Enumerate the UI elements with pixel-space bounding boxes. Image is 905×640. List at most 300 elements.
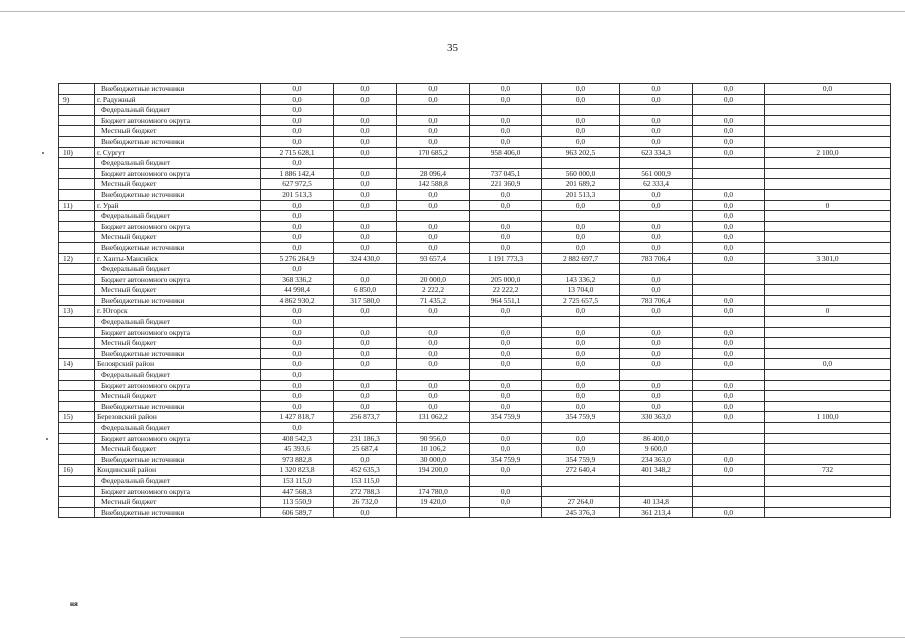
value-cell (542, 264, 620, 275)
value-cell: 627 972,5 (261, 179, 334, 190)
value-cell (397, 158, 470, 169)
value-cell (765, 168, 891, 179)
value-cell: 0,0 (765, 84, 891, 95)
value-cell: 256 873,7 (334, 412, 397, 423)
value-cell: 317 580,0 (334, 295, 397, 306)
value-cell: 354 759,9 (470, 454, 542, 465)
value-cell: 0,0 (397, 189, 470, 200)
row-number: 16) (59, 465, 95, 476)
value-cell: 0,0 (261, 200, 334, 211)
value-cell: 0,0 (620, 189, 693, 200)
value-cell (334, 158, 397, 169)
value-cell (470, 423, 542, 434)
municipality-row (59, 465, 891, 476)
value-cell: 174 780,0 (397, 486, 470, 497)
value-cell: 0,0 (397, 136, 470, 147)
value-cell: 71 435,2 (397, 295, 470, 306)
row-label: Местный бюджет (95, 285, 261, 296)
value-cell: 0,0 (334, 338, 397, 349)
value-cell: 0,0 (542, 126, 620, 137)
row-label: Березовский район (95, 412, 261, 423)
value-cell: 0,0 (470, 94, 542, 105)
municipality-row (59, 412, 891, 423)
value-cell (765, 433, 891, 444)
value-cell: 0,0 (693, 412, 765, 423)
value-cell: 0,0 (542, 327, 620, 338)
value-cell (334, 211, 397, 222)
budget-source-row (59, 497, 891, 508)
value-cell: 0,0 (542, 136, 620, 147)
value-cell: 2 725 657,5 (542, 295, 620, 306)
value-cell: 1 100,0 (765, 412, 891, 423)
value-cell (765, 136, 891, 147)
value-cell (620, 370, 693, 381)
value-cell: 0,0 (620, 274, 693, 285)
row-label: Кондинский район (95, 465, 261, 476)
value-cell: 3 301,0 (765, 253, 891, 264)
value-cell: 0,0 (397, 200, 470, 211)
value-cell: 0,0 (470, 84, 542, 95)
value-cell: 201 513,3 (542, 189, 620, 200)
value-cell (765, 444, 891, 455)
value-cell (542, 475, 620, 486)
value-cell: 0,0 (542, 338, 620, 349)
row-label: Бюджет автономного округа (95, 115, 261, 126)
row-label: Федеральный бюджет (95, 370, 261, 381)
value-cell: 0,0 (693, 327, 765, 338)
row-label: Белоярский район (95, 359, 261, 370)
value-cell: 0,0 (693, 306, 765, 317)
value-cell (397, 370, 470, 381)
value-cell (765, 327, 891, 338)
value-cell: 0,0 (470, 327, 542, 338)
value-cell: 0,0 (693, 465, 765, 476)
value-cell: 0,0 (693, 189, 765, 200)
municipality-row (59, 253, 891, 264)
value-cell: 0,0 (470, 465, 542, 476)
row-number: 14) (59, 359, 95, 370)
value-cell (765, 274, 891, 285)
row-label: Местный бюджет (95, 179, 261, 190)
value-cell (470, 105, 542, 116)
value-cell: 0,0 (334, 115, 397, 126)
value-cell: 0,0 (620, 359, 693, 370)
value-cell: 0,0 (542, 242, 620, 253)
value-cell: 560 000,0 (542, 168, 620, 179)
value-cell: 0,0 (542, 348, 620, 359)
value-cell: 737 045,1 (470, 168, 542, 179)
municipality-row (59, 147, 891, 158)
value-cell: 201 513,3 (261, 189, 334, 200)
value-cell: 1 886 142,4 (261, 168, 334, 179)
value-cell (470, 475, 542, 486)
value-cell: 0,0 (397, 327, 470, 338)
value-cell: 0,0 (470, 189, 542, 200)
value-cell: 354 759,9 (470, 412, 542, 423)
value-cell: 30 000,0 (397, 454, 470, 465)
row-number (59, 211, 95, 222)
row-number (59, 158, 95, 169)
value-cell: 0,0 (620, 84, 693, 95)
value-cell (765, 285, 891, 296)
value-cell (765, 507, 891, 518)
value-cell: 0,0 (334, 242, 397, 253)
row-number (59, 189, 95, 200)
value-cell: 0,0 (261, 370, 334, 381)
row-label: Местный бюджет (95, 338, 261, 349)
value-cell: 0,0 (261, 306, 334, 317)
value-cell: 0,0 (334, 380, 397, 391)
value-cell (693, 317, 765, 328)
value-cell: 0,0 (470, 136, 542, 147)
row-label: Местный бюджет (95, 232, 261, 243)
row-label: Внебюджетные источники (95, 454, 261, 465)
value-cell: 0,0 (542, 221, 620, 232)
value-cell (765, 486, 891, 497)
value-cell: 973 882,8 (261, 454, 334, 465)
value-cell: 0,0 (397, 242, 470, 253)
value-cell (620, 423, 693, 434)
value-cell: 0,0 (620, 200, 693, 211)
value-cell: 6 850,0 (334, 285, 397, 296)
row-label: Федеральный бюджет (95, 158, 261, 169)
value-cell: 0,0 (261, 84, 334, 95)
value-cell: 354 759,9 (542, 454, 620, 465)
value-cell: 0,0 (470, 306, 542, 317)
value-cell: 0,0 (620, 338, 693, 349)
value-cell: 0,0 (693, 454, 765, 465)
budget-source-row (59, 285, 891, 296)
row-label: Бюджет автономного округа (95, 168, 261, 179)
value-cell (397, 317, 470, 328)
value-cell: 90 956,0 (397, 433, 470, 444)
value-cell: 194 200,0 (397, 465, 470, 476)
value-cell (765, 232, 891, 243)
municipality-row (59, 200, 891, 211)
value-cell: 131 062,2 (397, 412, 470, 423)
value-cell: 623 334,3 (620, 147, 693, 158)
value-cell: 0,0 (261, 327, 334, 338)
row-label: Местный бюджет (95, 497, 261, 508)
value-cell (542, 486, 620, 497)
value-cell: 0,0 (261, 115, 334, 126)
value-cell: 408 542,3 (261, 433, 334, 444)
value-cell: 0,0 (693, 232, 765, 243)
table-body (59, 84, 891, 518)
row-number: 12) (59, 253, 95, 264)
value-cell (693, 168, 765, 179)
value-cell: 0,0 (334, 168, 397, 179)
value-cell: 0,0 (261, 136, 334, 147)
funding-table (58, 83, 891, 518)
value-cell: 245 376,3 (542, 507, 620, 518)
budget-source-row (59, 423, 891, 434)
value-cell: 0,0 (542, 391, 620, 402)
value-cell (765, 423, 891, 434)
value-cell: 0,0 (397, 359, 470, 370)
value-cell: 0,0 (334, 359, 397, 370)
value-cell: 0,0 (693, 295, 765, 306)
budget-source-row (59, 380, 891, 391)
row-number (59, 497, 95, 508)
value-cell: 205 000,0 (470, 274, 542, 285)
value-cell: 0,0 (693, 211, 765, 222)
value-cell (397, 475, 470, 486)
value-cell (470, 211, 542, 222)
value-cell (620, 158, 693, 169)
budget-source-row (59, 454, 891, 465)
value-cell (765, 105, 891, 116)
value-cell: 783 706,4 (620, 253, 693, 264)
row-number (59, 370, 95, 381)
row-label: Федеральный бюджет (95, 423, 261, 434)
value-cell: 153 115,0 (261, 475, 334, 486)
value-cell: 0,0 (261, 391, 334, 402)
row-label: г. Урай (95, 200, 261, 211)
value-cell: 0,0 (470, 497, 542, 508)
value-cell (765, 295, 891, 306)
value-cell (693, 285, 765, 296)
value-cell (470, 264, 542, 275)
value-cell: 0,0 (470, 232, 542, 243)
budget-source-row (59, 317, 891, 328)
row-label: Местный бюджет (95, 126, 261, 137)
value-cell (765, 211, 891, 222)
value-cell: 0,0 (261, 380, 334, 391)
value-cell: 0,0 (397, 401, 470, 412)
value-cell: 9 600,0 (620, 444, 693, 455)
value-cell: 0,0 (693, 200, 765, 211)
value-cell: 0,0 (397, 380, 470, 391)
value-cell: 1 320 823,8 (261, 465, 334, 476)
value-cell (470, 158, 542, 169)
value-cell (620, 475, 693, 486)
value-cell: 561 000,9 (620, 168, 693, 179)
value-cell (693, 105, 765, 116)
value-cell: 4 862 930,2 (261, 295, 334, 306)
budget-source-row (59, 264, 891, 275)
scan-edge-top (0, 11, 905, 12)
value-cell: 0,0 (693, 338, 765, 349)
value-cell (765, 221, 891, 232)
value-cell: 0,0 (693, 94, 765, 105)
value-cell (397, 211, 470, 222)
value-cell (693, 179, 765, 190)
value-cell: 0,0 (397, 391, 470, 402)
value-cell (620, 211, 693, 222)
value-cell: 0,0 (261, 348, 334, 359)
value-cell: 0,0 (470, 401, 542, 412)
value-cell: 0,0 (693, 115, 765, 126)
value-cell: 0,0 (542, 401, 620, 412)
value-cell: 0,0 (334, 348, 397, 359)
value-cell: 0,0 (620, 306, 693, 317)
value-cell: 20 000,0 (397, 274, 470, 285)
value-cell (765, 391, 891, 402)
scan-speck (46, 438, 48, 440)
value-cell: 22 222,2 (470, 285, 542, 296)
row-label: Бюджет автономного округа (95, 486, 261, 497)
value-cell: 13 704,0 (542, 285, 620, 296)
value-cell: 0,0 (397, 348, 470, 359)
value-cell: 0,0 (693, 126, 765, 137)
row-number (59, 221, 95, 232)
budget-source-row (59, 211, 891, 222)
value-cell: 0,0 (261, 126, 334, 137)
row-label: Внебюджетные источники (95, 348, 261, 359)
row-number (59, 126, 95, 137)
value-cell (765, 317, 891, 328)
row-label: Внебюджетные источники (95, 507, 261, 518)
value-cell: 0,0 (542, 84, 620, 95)
value-cell: 231 186,3 (334, 433, 397, 444)
value-cell: 0,0 (470, 115, 542, 126)
value-cell: 0,0 (261, 423, 334, 434)
budget-source-row (59, 189, 891, 200)
value-cell: 0,0 (470, 348, 542, 359)
value-cell (765, 179, 891, 190)
value-cell: 0,0 (470, 391, 542, 402)
budget-source-row (59, 295, 891, 306)
value-cell: 86 400,0 (620, 433, 693, 444)
value-cell (765, 94, 891, 105)
row-label: г. Сургут (95, 147, 261, 158)
value-cell: 0,0 (334, 84, 397, 95)
row-number (59, 242, 95, 253)
value-cell: 324 430,0 (334, 253, 397, 264)
value-cell: 170 685,2 (397, 147, 470, 158)
value-cell: 272 640,4 (542, 465, 620, 476)
value-cell (470, 370, 542, 381)
row-number (59, 475, 95, 486)
row-number (59, 264, 95, 275)
row-label: Федеральный бюджет (95, 317, 261, 328)
value-cell: 0,0 (397, 306, 470, 317)
value-cell: 2 100,0 (765, 147, 891, 158)
row-label: Внебюджетные источники (95, 136, 261, 147)
value-cell: 732 (765, 465, 891, 476)
value-cell: 19 420,0 (397, 497, 470, 508)
value-cell: 0,0 (470, 380, 542, 391)
budget-source-row (59, 105, 891, 116)
row-label: г. Югорск (95, 306, 261, 317)
row-number (59, 317, 95, 328)
value-cell: 0,0 (542, 433, 620, 444)
value-cell: 0,0 (542, 444, 620, 455)
row-number (59, 486, 95, 497)
value-cell: 2 222,2 (397, 285, 470, 296)
value-cell: 0,0 (693, 253, 765, 264)
value-cell: 0,0 (261, 158, 334, 169)
value-cell: 0,0 (334, 391, 397, 402)
value-cell: 142 588,8 (397, 179, 470, 190)
value-cell: 963 202,5 (542, 147, 620, 158)
value-cell (765, 380, 891, 391)
value-cell (765, 401, 891, 412)
row-label: Бюджет автономного округа (95, 433, 261, 444)
value-cell: 26 732,0 (334, 497, 397, 508)
value-cell: 234 363,0 (620, 454, 693, 465)
value-cell: 0,0 (334, 147, 397, 158)
value-cell (334, 317, 397, 328)
row-label: Внебюджетные источники (95, 242, 261, 253)
value-cell: 0,0 (261, 211, 334, 222)
value-cell (693, 444, 765, 455)
value-cell (765, 338, 891, 349)
budget-source-row (59, 401, 891, 412)
row-number (59, 391, 95, 402)
value-cell: 0,0 (334, 401, 397, 412)
value-cell: 0,0 (397, 126, 470, 137)
row-number (59, 444, 95, 455)
value-cell (765, 189, 891, 200)
budget-source-row (59, 274, 891, 285)
value-cell (693, 158, 765, 169)
budget-source-row (59, 126, 891, 137)
value-cell (765, 454, 891, 465)
value-cell (765, 348, 891, 359)
budget-source-row (59, 327, 891, 338)
value-cell: 153 115,0 (334, 475, 397, 486)
value-cell: 0,0 (542, 380, 620, 391)
budget-source-row (59, 221, 891, 232)
value-cell: 0,0 (261, 338, 334, 349)
value-cell: 0,0 (470, 338, 542, 349)
value-cell: 0,0 (620, 380, 693, 391)
row-number (59, 179, 95, 190)
value-cell: 113 550,9 (261, 497, 334, 508)
row-number (59, 84, 95, 95)
value-cell: 0,0 (261, 317, 334, 328)
value-cell: 0,0 (765, 359, 891, 370)
value-cell: 0,0 (334, 306, 397, 317)
value-cell: 0,0 (693, 507, 765, 518)
value-cell: 0,0 (693, 359, 765, 370)
budget-source-row (59, 486, 891, 497)
value-cell: 0,0 (620, 115, 693, 126)
value-cell (542, 317, 620, 328)
value-cell: 0,0 (470, 486, 542, 497)
row-number (59, 454, 95, 465)
scan-speck (42, 152, 44, 154)
value-cell: 0,0 (334, 274, 397, 285)
value-cell: 0,0 (334, 94, 397, 105)
value-cell (397, 105, 470, 116)
value-cell: 27 264,0 (542, 497, 620, 508)
row-label: Федеральный бюджет (95, 105, 261, 116)
value-cell: 0,0 (620, 391, 693, 402)
value-cell (693, 475, 765, 486)
value-cell: 221 360,9 (470, 179, 542, 190)
value-cell (397, 507, 470, 518)
value-cell: 25 687,4 (334, 444, 397, 455)
value-cell: 0,0 (334, 136, 397, 147)
value-cell: 0,0 (334, 232, 397, 243)
value-cell: 10 106,2 (397, 444, 470, 455)
row-number: 9) (59, 94, 95, 105)
value-cell: 40 134,8 (620, 497, 693, 508)
value-cell: 0,0 (397, 338, 470, 349)
value-cell: 0,0 (397, 84, 470, 95)
value-cell: 45 393,6 (261, 444, 334, 455)
value-cell: 0,0 (693, 136, 765, 147)
row-label: Бюджет автономного округа (95, 274, 261, 285)
value-cell: 0,0 (693, 221, 765, 232)
budget-source-row (59, 136, 891, 147)
footer-note: ня (70, 600, 78, 608)
value-cell: 361 213,4 (620, 507, 693, 518)
row-label: Федеральный бюджет (95, 475, 261, 486)
